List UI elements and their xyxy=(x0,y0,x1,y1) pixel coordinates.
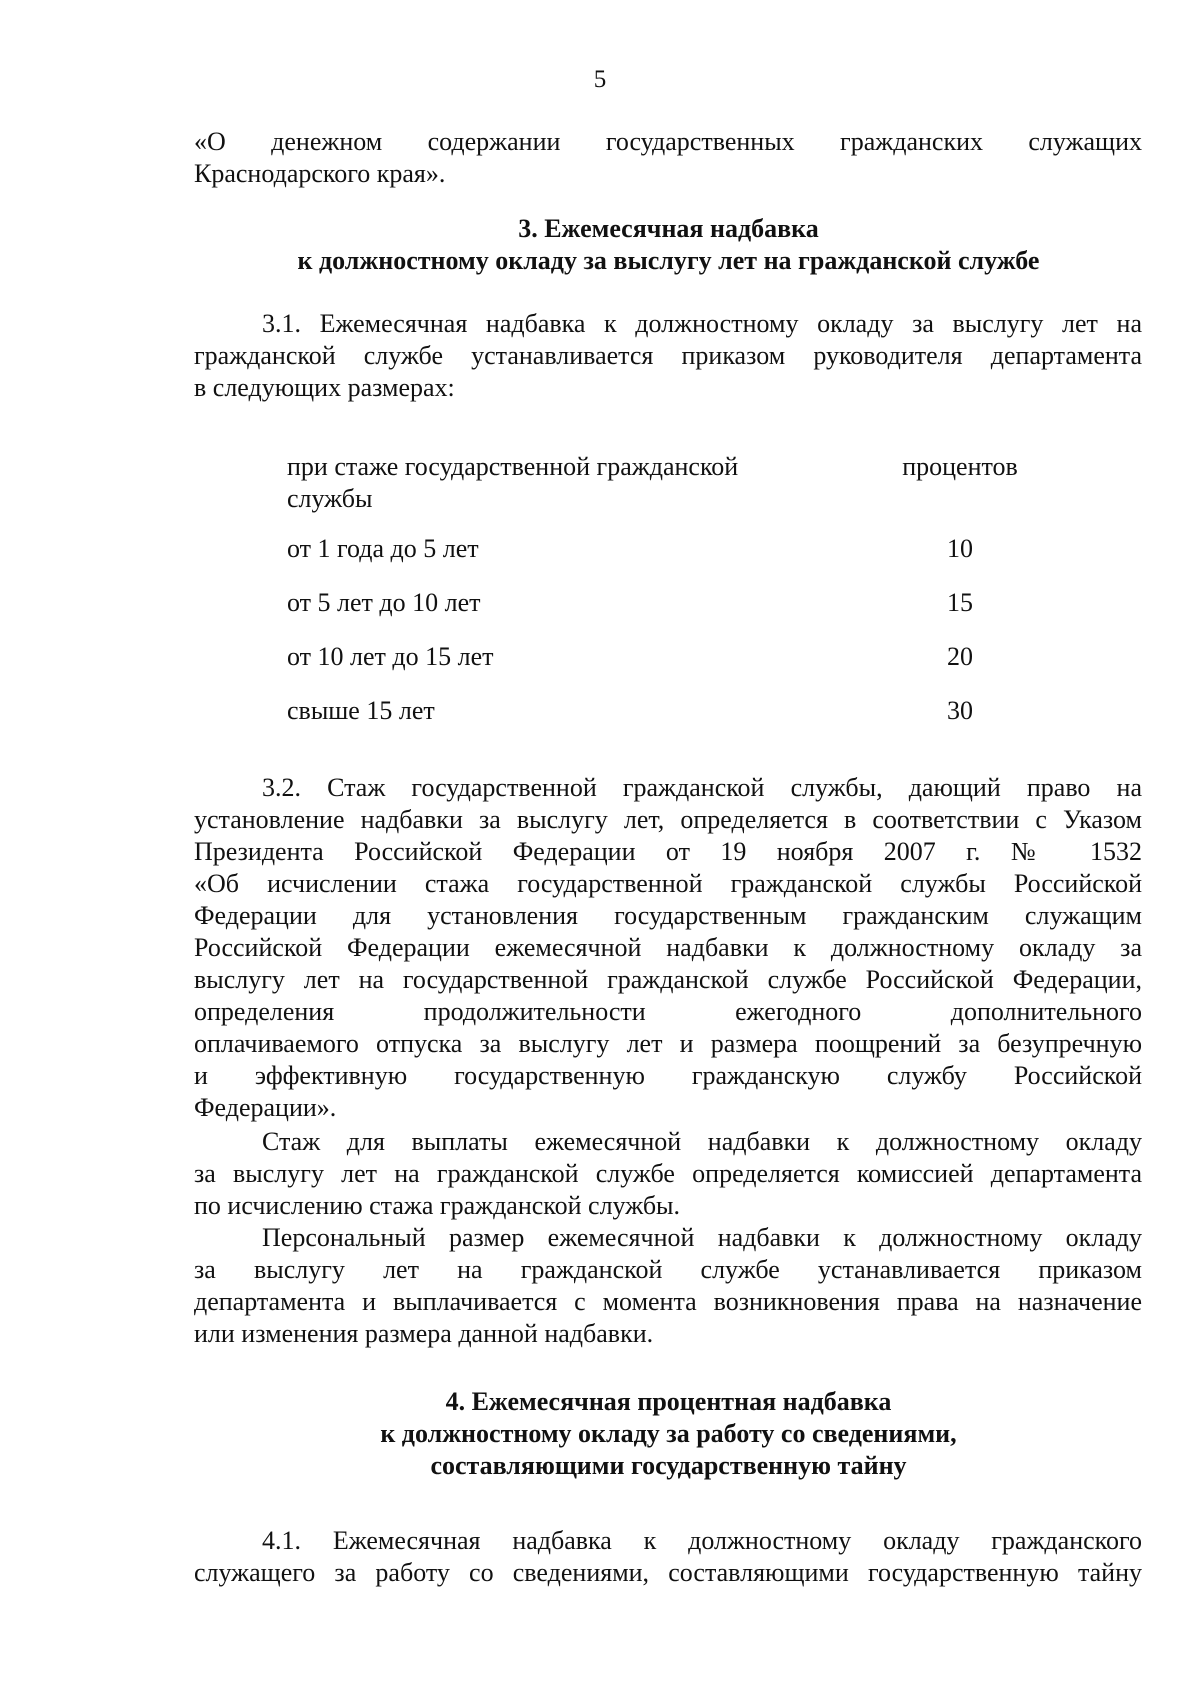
paragraph-3-2-line-11: Федерации». xyxy=(194,1093,337,1122)
paragraph-3-4-line-1: Персональный размер ежемесячной надбавки к должностному окладу xyxy=(262,1223,1142,1252)
table-row-percent: 15 xyxy=(947,588,973,617)
table-row-percent: 30 xyxy=(947,696,973,725)
paragraph-3-2-line-4: «Об исчислении стажа государственной гражданской службы Российской xyxy=(194,869,1142,898)
paragraph-3-4-line-4: или изменения размера данной надбавки. xyxy=(194,1319,654,1348)
section-4-heading-line-3: составляющими государственную тайну xyxy=(430,1451,907,1480)
table-row-period: свыше 15 лет xyxy=(287,696,435,725)
paragraph-3-2-line-7: выслугу лет на государственной гражданской службе Российской Федерации, xyxy=(194,965,1142,994)
paragraph-3-1-line-3: в следующих размерах: xyxy=(194,373,455,402)
paragraph-3-1-line-2: гражданской службе устанавливается приказом руководителя департамента xyxy=(194,341,1142,370)
table-row-period: от 1 года до 5 лет xyxy=(287,534,479,563)
paragraph-3-2-line-1: 3.2. Стаж государственной гражданской службы, дающий право на xyxy=(262,773,1142,802)
paragraph-3-4-line-2: за выслугу лет на гражданской службе устанавливается приказом xyxy=(194,1255,1142,1284)
paragraph-3-2-line-6: Российской Федерации ежемесячной надбавки к должностному окладу за xyxy=(194,933,1142,962)
paragraph-3-2-line-9: оплачиваемого отпуска за выслугу лет и размера поощрений за безупречную xyxy=(194,1029,1142,1058)
paragraph-3-2-line-5: Федерации для установления государственным гражданским служащим xyxy=(194,901,1142,930)
paragraph-3-3-line-3: по исчислению стажа гражданской службы. xyxy=(194,1191,681,1220)
table-row-period: от 5 лет до 10 лет xyxy=(287,588,481,617)
paragraph-4-1-line-1: 4.1. Ежемесячная надбавка к должностному окладу гражданского xyxy=(262,1526,1142,1555)
table-header-left-line-2: службы xyxy=(287,484,373,513)
paragraph-3-2-line-3: Президента Российской Федерации от 19 ноября 2007 г. № 1532 xyxy=(194,837,1142,866)
table-header-right: процентов xyxy=(902,452,1018,481)
paragraph-3-1-line-1: 3.1. Ежемесячная надбавка к должностному окладу за выслугу лет на xyxy=(262,309,1142,338)
paragraph-3-3-line-2: за выслугу лет на гражданской службе определяется комиссией департамента xyxy=(194,1159,1142,1188)
paragraph-3-2-line-8: определения продолжительности ежегодного дополнительного xyxy=(194,997,1142,1026)
intro-line-1: «О денежном содержании государственных гражданских служащих xyxy=(194,127,1142,156)
paragraph-3-2-line-10: и эффективную государственную гражданскую службу Российской xyxy=(194,1061,1142,1090)
section-4-heading-line-2: к должностному окладу за работу со сведениями, xyxy=(380,1419,957,1448)
intro-line-2: Краснодарского края». xyxy=(194,159,446,188)
section-4-heading-line-1: 4. Ежемесячная процентная надбавка xyxy=(445,1387,892,1416)
table-row-period: от 10 лет до 15 лет xyxy=(287,642,494,671)
paragraph-3-4-line-3: департамента и выплачивается с момента возникновения права на назначение xyxy=(194,1287,1142,1316)
section-3-heading-line-1: 3. Ежемесячная надбавка xyxy=(518,214,819,243)
table-row-percent: 10 xyxy=(947,534,973,563)
page-number: 5 xyxy=(593,66,607,93)
paragraph-4-1-line-2: служащего за работу со сведениями, составляющими государственную тайну xyxy=(194,1558,1142,1587)
table-header-left-line-1: при стаже государственной гражданской xyxy=(287,452,739,481)
table-row-percent: 20 xyxy=(947,642,973,671)
paragraph-3-3-line-1: Стаж для выплаты ежемесячной надбавки к должностному окладу xyxy=(262,1127,1142,1156)
section-3-heading-line-2: к должностному окладу за выслугу лет на гражданской службе xyxy=(297,246,1040,275)
paragraph-3-2-line-2: установление надбавки за выслугу лет, определяется в соответствии с Указом xyxy=(194,805,1142,834)
